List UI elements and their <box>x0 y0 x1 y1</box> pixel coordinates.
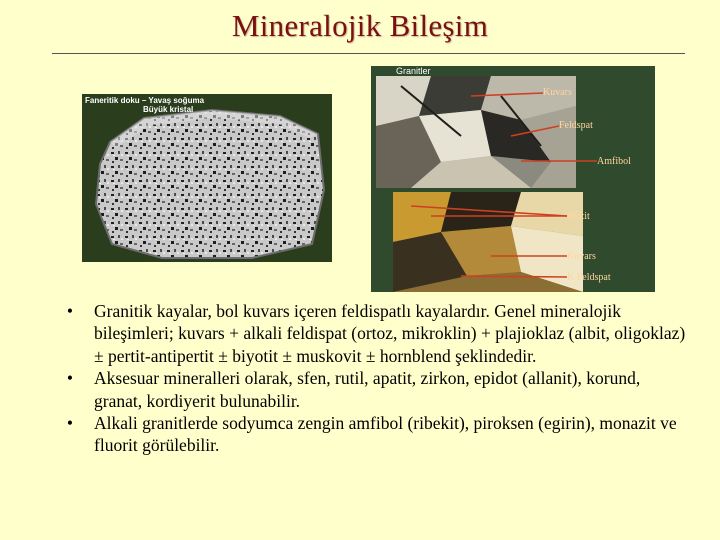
slide-title: Mineralojik Bileşim <box>231 8 489 43</box>
label-amfibol: Amfibol <box>597 156 631 167</box>
bullet-marker: • <box>66 301 74 321</box>
thin-section-image <box>371 66 655 292</box>
label-biotit: Biotit <box>567 211 590 222</box>
label-kuvars-bottom: Kuvars <box>567 251 596 262</box>
granite-rock-image <box>82 94 332 262</box>
label-k-feldspat: K Feldspat <box>567 272 611 283</box>
title-divider <box>52 53 685 54</box>
caption-line2: Büyük kristal <box>143 105 194 114</box>
label-kuvars-top: Kuvars <box>543 87 572 98</box>
thin-section-header: Granitler <box>396 66 431 76</box>
bullet-item <box>60 300 690 367</box>
bullet-text: Granitik kayalar, bol kuvars içeren feldispatlı kayalardır. Genel mineralojik bileşimleri; kuvars + alkali feldispat (ortoz, mikroklin) + plajioklaz (albit, oligoklaz) ± pertit-antipertit ± biyotit ± muskovit ± hornblend şeklindedir. <box>94 301 686 366</box>
photo-caption <box>85 96 204 114</box>
bullet-item <box>60 412 690 457</box>
bullet-marker: • <box>66 368 74 389</box>
bullet-text: Aksesuar mineralleri olarak, sfen, rutil, apatit, zirkon, epidot (allanit), korund, granat, kordiyerit bulunabilir. <box>94 368 641 411</box>
bullet-marker: • <box>66 413 74 434</box>
thin-section-photo <box>371 66 655 292</box>
granite-specimen-photo <box>82 94 332 262</box>
caption-line1: Faneritik doku – Yavaş soğuma <box>85 96 205 105</box>
bullet-text: Alkali granitlerde sodyumca zengin amfibol (ribekit), piroksen (egirin), monazit ve fluorit görülebilir. <box>94 413 677 456</box>
bullet-item <box>60 367 690 412</box>
label-feldspat: Feldspat <box>559 120 593 131</box>
bullet-list <box>60 300 690 457</box>
